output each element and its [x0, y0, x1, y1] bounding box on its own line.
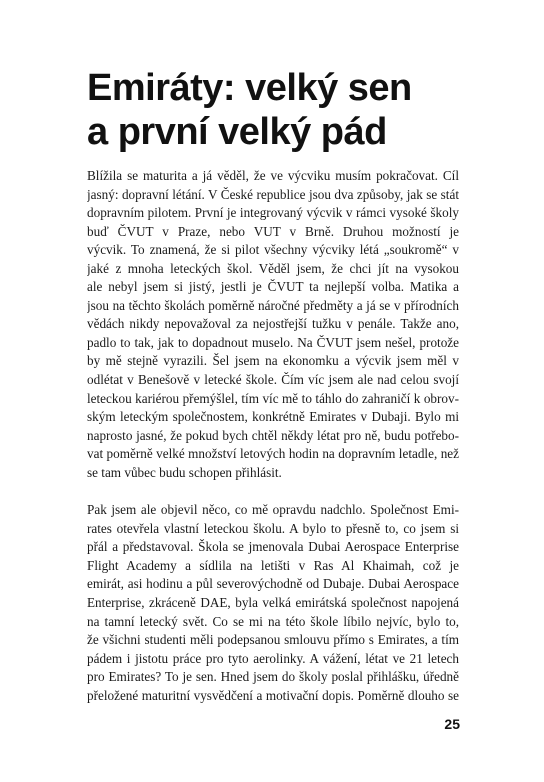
text-line: dopravním pilotem. První je integrovaný výcvik v rámci vysoké školy	[87, 205, 459, 221]
text-line: emirát, asi hodinu a půl severovýchodně od Dubaje. Dubai Aerospace	[87, 576, 459, 592]
text-line: vat poměrně velké množství letových hodin na dopravním letadle, než	[87, 446, 459, 462]
text-line: že všichni studenti měli podepsanou smlouvu přímo s Emirates, a tím	[87, 632, 459, 648]
text-line: přeložené maturitní vysvědčení a motivační dopis. Poměrně dlouho se	[87, 687, 459, 703]
text-line: Blížila se maturita a já věděl, že ve výcviku musím pokračovat. Cíl	[87, 168, 459, 183]
page-number: 25	[444, 716, 460, 732]
text-line: buď ČVUT v Praze, nebo VUT v Brně. Druhou možností je	[87, 223, 459, 239]
paragraph	[87, 501, 459, 705]
text-line: pro Emirates? To je sen. Hned jsem do školy poslal přihlášku, úředně	[87, 669, 459, 685]
text-line: ale nebyl jsem si jistý, jestli je ČVUT ta nejlepší volba. Matika a	[87, 279, 459, 295]
text-line: Enterprise, zkráceně DAE, byla velká emirátská společnost napojená	[87, 595, 459, 611]
chapter-body	[87, 167, 459, 705]
text-line: ským leteckým společnostem, konkrétně Emirates v Dubaji. Bylo mi	[87, 409, 459, 425]
text-line: vědách nikdy nepovažoval za nejostřejší tužku v penále. Takže ano,	[87, 316, 459, 332]
text-line: přál a představoval. Škola se jmenovala Dubai Aerospace Enterprise	[87, 539, 459, 555]
text-line: se tam vůbec budu schopen přihlásit.	[87, 464, 282, 480]
chapter-title	[87, 66, 412, 154]
text-line: pádem i jistotu práce pro tyto aerolinky. A vážení, létat ve 21 letech	[87, 650, 459, 666]
text-line: jsou na těchto školách poměrně náročné předměty a já se v přírodních	[87, 297, 459, 313]
paragraph	[87, 167, 459, 482]
text-line: leteckou kariérou přemýšlel, tím víc mě to táhlo do zahraničí k obrov-	[87, 390, 459, 406]
paragraph-gap	[87, 482, 459, 501]
text-line: rates otevřela vlastní leteckou školu. A bylo to přesně to, co jsem si	[87, 520, 459, 536]
text-line: padlo to tak, jak to dopadnout muselo. Na ČVUT jsem nešel, protože	[87, 334, 459, 350]
text-line: odlétat v Benešově v letecké škole. Čím víc jsem ale nad celou svojí	[87, 372, 459, 388]
text-line: jaké z mnoha leteckých škol. Věděl jsem, že chci jít na vysokou	[87, 260, 459, 276]
text-line: jasný: dopravní létání. V České republice jsou dva způsoby, jak se stát	[87, 186, 459, 202]
text-line: na tamní letecký svět. Co se mi na této škole líbilo nejvíc, bylo to,	[87, 613, 459, 629]
text-line: Flight Academy a sídlila na letišti v Ras Al Khaimah, což je	[87, 557, 459, 573]
chapter-title-line: a první velký pád	[87, 111, 387, 153]
text-line: naprosto jasné, že pokud bych chtěl někdy létat pro ně, budu potřebo-	[87, 427, 459, 443]
text-line: Pak jsem ale objevil něco, co mě opravdu nadchlo. Společnost Emi-	[87, 502, 459, 518]
text-line: by mě stejně vyrazili. Šel jsem na ekonomku a výcvik jsem měl v	[87, 353, 459, 369]
chapter-title-line: Emiráty: velký sen	[87, 67, 412, 109]
text-line: výcvik. To znamená, že si pilot všechny výcviky létá „soukromě“ v	[87, 242, 459, 258]
